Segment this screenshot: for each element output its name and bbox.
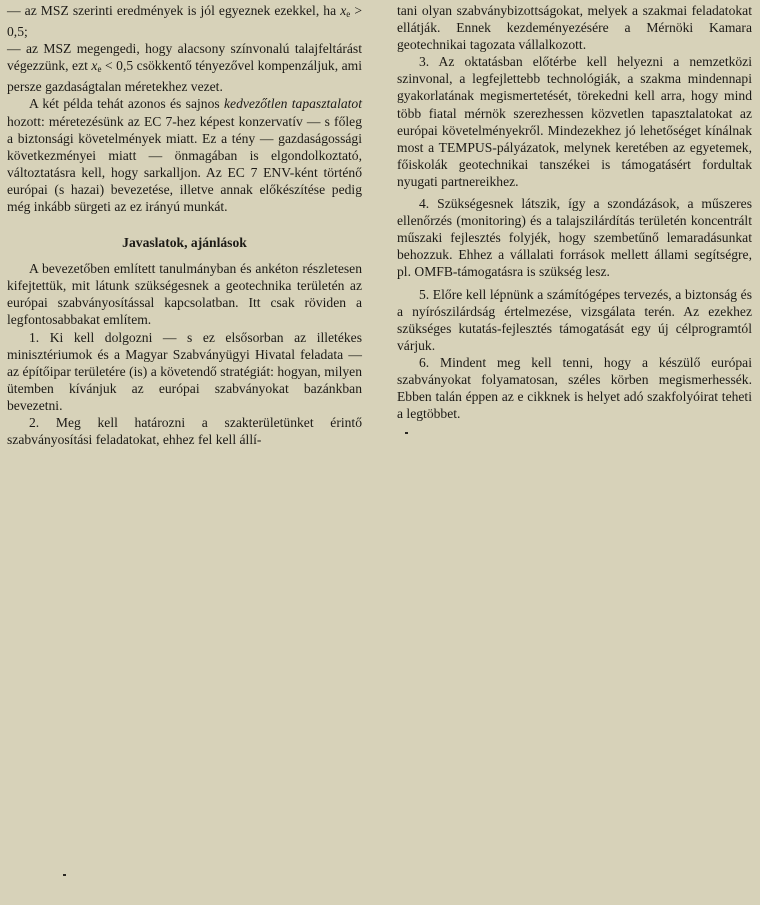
paragraph-text: — az MSZ megengedi, hogy alacsony színvonalú talajfeltárást végezzünk, ezt xyxy=(7,41,362,74)
section-heading: Javaslatok, ajánlások xyxy=(122,235,247,251)
recommendation-3: 3. Az oktatásban előtérbe kell helyezni a nemzetközi szinvonal, a legfejlettebb technológiák, a szakma mindennapi gyakorlatának megismertetését, törekedni kell arra, hogy mind több fiatal mérnök szerezhessen közvetlen tapasztalatokat az európai követelményekről. Mindezekhez jó lehetőséget kínálnak most a TEMPUS-pályázatok, melynek keretében az egyetemek, főiskolák geotechnikai tanszékei is támogatásért fordultak nyugati partnereikhez. xyxy=(397,54,752,189)
math-subscript: e xyxy=(97,64,102,75)
paragraph-text: — az MSZ szerinti eredmények is jól egyeznek ezekkel, ha xyxy=(7,3,341,18)
left-column xyxy=(7,2,362,448)
math-symbol: x xyxy=(91,58,98,74)
paragraph-msz-allows xyxy=(7,40,362,95)
print-speck xyxy=(405,432,408,434)
paragraph-text: < 0,5 csökkentő tényezővel kompenzáljuk, ami persze gazdaságtalan méretekhez vezet. xyxy=(7,58,362,95)
paragraph-introduction: A bevezetőben említett tanulmányban és ankéton részletesen kifejtettük, mit látunk szükségesnek a geotechnika területén az európai szabványosítással kapcsolatban. Itt csak röviden a legfontosabbakat említem. xyxy=(7,261,362,328)
recommendation-6: 6. Mindent meg kell tenni, hogy a készülő európai szabványokat folyamatosan, széles körben megismerhessék. Ebben talán éppen az e cikknek is helyet adó szakfolyóirat teheti a legtöbbet. xyxy=(397,354,752,422)
paragraph-text: > 0,5; xyxy=(7,3,362,40)
recommendation-5: 5. Előre kell lépnünk a számítógépes tervezés, a biztonság és a nyírószilárdság értelmezése, vizsgálata terén. Az ezekhez szükséges kutatás-fejlesztés támogatását egy új célprogramtól várjuk. xyxy=(397,286,752,353)
print-speck xyxy=(63,874,66,876)
paragraph-two-examples xyxy=(7,95,362,215)
right-column xyxy=(397,2,752,422)
recommendation-4: 4. Szükségesnek látszik, így a szondázások, a műszeres ellenőrzés (monitoring) és a talajszilárdítás területén koncentrált műszaki fejlesztés folyjék, hogy szembetűnő lemaradásunkat behozzuk. Ehhez a vállalati források mellett állami segítségre, pl. OMFB-támogatásra is szükség lesz. xyxy=(397,196,752,280)
paragraph-msz-results xyxy=(7,2,362,40)
paragraph-continuation: tani olyan szabványbizottságokat, melyek a szakmai feladatokat ellátják. Ennek kezdeményezésére a Mérnöki Kamara geotechnikai tagozata vállalkozott. xyxy=(397,3,752,53)
recommendation-1: 1. Ki kell dolgozni — s ez elsősorban az illetékes minisztériumok és a Magyar Szabványügyi Hivatal feladata — az építőipar területére (is) a követendő stratégiát: hogyan, milyen ütemben kívánjuk az európai szabványokat bazánkban bevezetni. xyxy=(7,329,362,413)
math-symbol: x xyxy=(340,3,347,18)
paragraph-text: A két példa tehát azonos és sajnos xyxy=(29,96,225,112)
paragraph-text: hozott: méretezésünk az EC 7-hez képest konzervatív — s főleg a biztonsági követelmények miatt. Ez a tény — gazdaságossági következményei miatt — önmagában is elgondolkoztató, változtatásra kell, hogy sarkalljon. Az EC 7 ENV-ként történő európai (s hazai) bevezetése, illetve annak előkészítése pedig még inkább sürgeti az ez irányú munkát. xyxy=(7,113,362,215)
italic-phrase: kedvezőtlen tapasztalatot xyxy=(224,96,363,112)
recommendation-2: 2. Meg kell határozni a szakterületünket érintő szabványosítási feladatokat, ehhez fel kell állí- xyxy=(7,414,362,448)
math-subscript: e xyxy=(346,9,351,19)
